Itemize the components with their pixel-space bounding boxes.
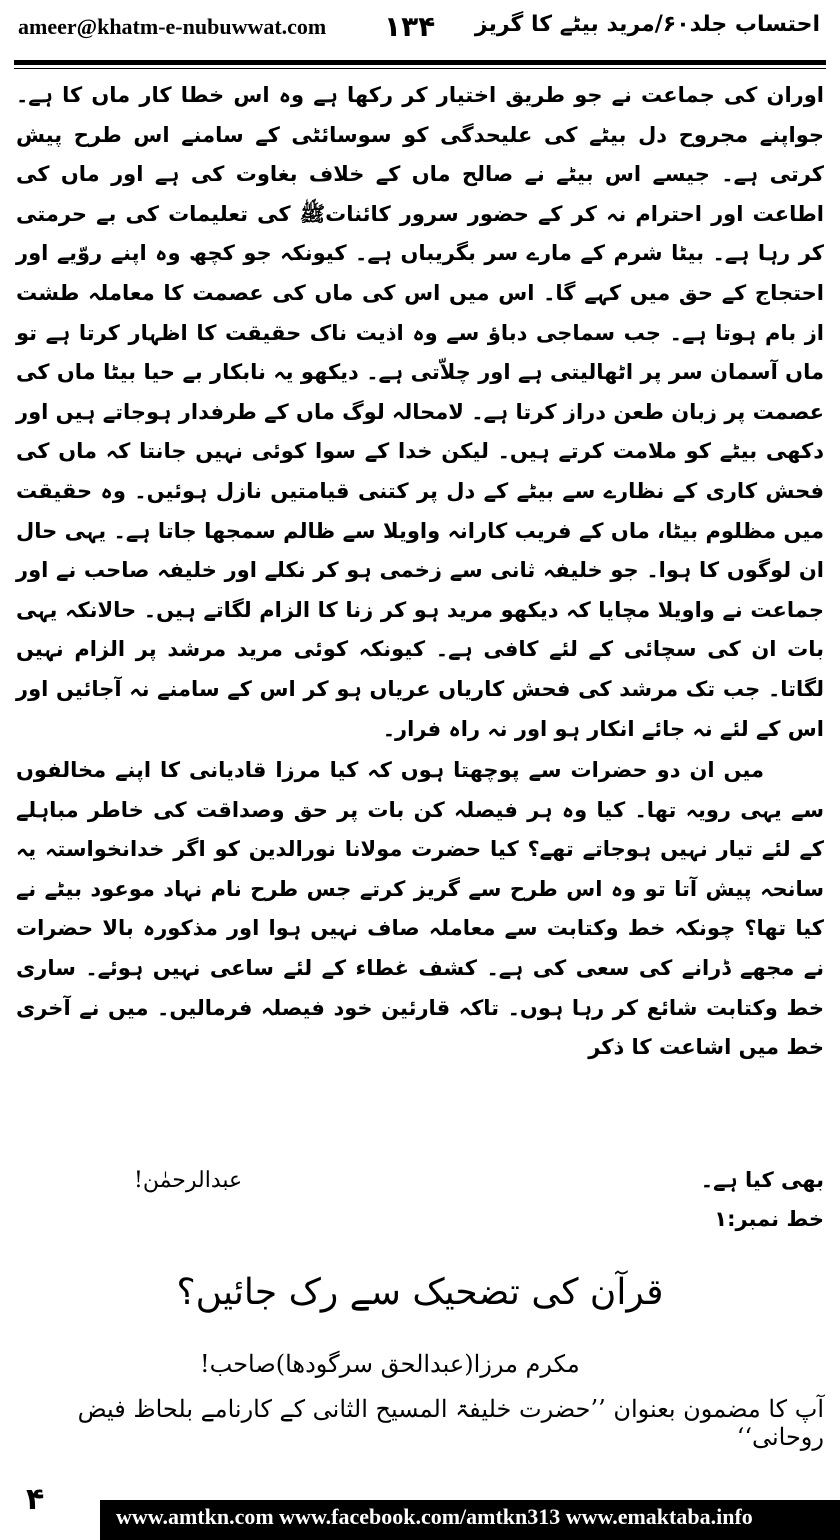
header-rule-thin [14, 68, 826, 69]
paragraph-2-ending: بھی کیا ہے۔ [700, 1168, 824, 1192]
footer-page-number: ۴ [26, 1482, 45, 1517]
running-title: احتساب جلد۶۰/مرید بیٹے کا گریز [474, 12, 820, 37]
footer-page-box [0, 1478, 100, 1540]
letter-salutation: مکرم مرزا(عبدالحق سرگودھا)صاحب! [200, 1350, 580, 1378]
header-rule-thick [14, 60, 826, 65]
author-signature: عبدالرحمٰن! [134, 1168, 243, 1193]
body-paragraph-2: میں ان دو حضرات سے پوچھتا ہوں کہ کیا مرزا قادیانی کا اپنے مخالفوں سے یہی رویہ تھا۔ کیا وہ ہر فیصلہ کن بات پر حق وصداقت کی خاطر مباہلے کے لئے تیار نہیں ہوجاتے تھے؟ کیا حضرت مولانا نورالدین کو اگر خدانخواستہ یہ سانحہ پیش آتا تو وہ اس طرح سے گریز کرتے جس طرح نام نہاد موعود بیٹے نے کیا تھا؟ چونکہ خط وکتابت سے معاملہ صاف نہیں ہوا اور مذکورہ بالا حضرات نے مجھے ڈرانے کی سعی کی ہے۔ کشف غطاء کے لئے ساعی نہیں ہوئے۔ ساری خط وکتابت شائع کر رہا ہوں۔ تاکہ قارئین خود فیصلہ فرمالیں۔ میں نے آخری خط میں اشاعت کا ذکر [16, 758, 824, 1060]
letter-number-label: خط نمبر:۱ [714, 1207, 824, 1231]
body-paragraph-1: اوران کی جماعت نے جو طریق اختیار کر رکھا ہے وہ اس خطا کار ماں کا ہے۔ جواپنے مجروح دل بیٹے کی علیحدگی کو سوسائٹی کے سامنے اس طرح پیش کرتی ہے۔ جیسے اس بیٹے نے صالح ماں کے خلاف بغاوت کی ہے اور ماں کی اطاعت اور احترام نہ کر کے حضور سرور کائناتﷺ کی تعلیمات کی بے حرمتی کر رہا ہے۔ بیٹا شرم کے مارے سر بگریباں ہے۔ کیونکہ جو کچھ وہ اپنے روّیے اور احتجاج کے حق میں کہے گا۔ اس میں اس کی ماں کی عصمت کا معاملہ طشت از بام ہوتا ہے۔ جب سماجی دباؤ سے وہ اذیت ناک حقیقت کا اظہار کرتا ہے تو ماں آسمان سر پر اٹھالیتی ہے اور چلاّتی ہے۔ دیکھو یہ نابکار بے حیا بیٹا ماں کی عصمت پر زبان طعن دراز کرتا ہے۔ لامحالہ لوگ ماں کے طرفدار ہوجاتے ہیں اور دکھی بیٹے کو ملامت کرتے ہیں۔ لیکن خدا کے سوا کوئی نہیں جانتا کہ ماں کی فحش کاری کے نظارے سے بیٹے کے دل پر کتنی قیامتیں نازل ہوئیں۔ وہ حقیقت میں مظلوم بیٹا، ماں کے فریب کارانہ واویلا سے ظالم سمجھا جاتا ہے۔ یہی حال ان لوگوں کا ہوا۔ جو خلیفہ ثانی سے زخمی ہو کر نکلے اور خلیفہ صاحب نے اور جماعت نے واویلا مچایا کہ دیکھو مرید ہو کر زنا کا الزام لگاتے ہیں۔ حالانکہ یہی بات ان کی سچائی کے لئے کافی ہے۔ کیونکہ کوئی مرید مرشد پر الزام نہیں لگاتا۔ جب تک مرشد کی فحش کاریاں عریاں ہو کر اس کے سامنے نہ آجائیں اور اس کے لئے نہ جائے انکار ہو اور نہ راہ فرار۔ [16, 83, 824, 741]
closing-line [16, 1168, 824, 1208]
letter-opening-line: آپ کا مضمون بعنوان ’’حضرت خلیفۃ المسیح الثانی کے کارنامے بلحاظ فیض روحانی‘‘ [77, 1395, 824, 1451]
header-email: ameer@khatm-e-nubuwwat.com [18, 14, 327, 39]
page-header [0, 0, 840, 64]
letter-heading: قرآن کی تضحیک سے رک جائیں؟ [176, 1272, 664, 1313]
header-page-number: ۱۳۴ [384, 10, 436, 43]
page-footer [0, 1478, 840, 1540]
footer-website-links[interactable]: www.amtkn.com www.facebook.com/amtkn313 www.emaktaba.info [116, 1504, 753, 1529]
article-body [16, 76, 824, 1068]
